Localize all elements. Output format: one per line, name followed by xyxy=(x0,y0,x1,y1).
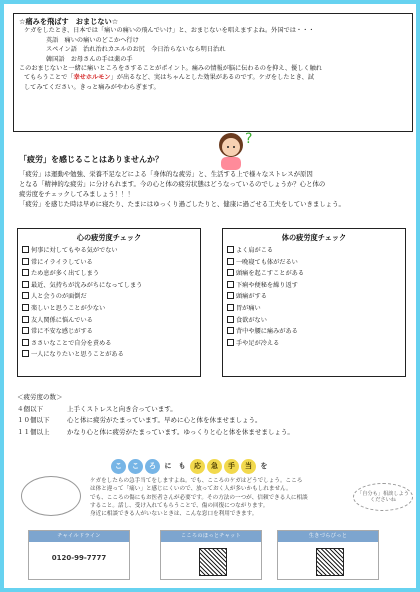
body-check-item[interactable]: 背中や腰に痛みがある xyxy=(227,326,401,338)
chat-panel xyxy=(160,530,262,580)
checkbox[interactable] xyxy=(227,316,234,323)
fatigue-description xyxy=(19,169,414,209)
checkbox[interactable] xyxy=(22,258,29,265)
bit-label: 生きづらびっと xyxy=(278,531,378,542)
checkbox[interactable] xyxy=(22,281,29,288)
fatigue-para-2: となる「精神的な疲労」に分けられます。今の心と体の疲労状態はどうなっているのでしょうか？心と体の xyxy=(19,180,326,188)
fatigue-title: 「疲労」を感じることはありませんか？ xyxy=(19,155,163,164)
checkbox[interactable] xyxy=(227,269,234,276)
body-check-item[interactable]: 手や足が冷える xyxy=(227,338,401,350)
degree-row: １０個以下 心と体に疲労がたまっています。早めに心と体を休ませましょう。 xyxy=(17,416,262,424)
body-check-item[interactable]: 胃が痛い xyxy=(227,303,401,315)
checkbox[interactable] xyxy=(227,246,234,253)
checkbox[interactable] xyxy=(22,269,29,276)
body-check-item[interactable]: 下痢や便秘を繰り返す xyxy=(227,280,401,292)
first-aid-banner: こ こ ろ に も 応 急 手 当 を xyxy=(111,459,270,477)
checkbox[interactable] xyxy=(22,316,29,323)
checkbox[interactable] xyxy=(22,350,29,357)
magic-explain-1: このおまじないと一緒に痛いところをさすることがポイント。痛みの情報が脳に伝わるのを抑え、優しく触れ xyxy=(19,65,322,73)
body-check-item[interactable]: よく肩がこる xyxy=(227,245,401,257)
body-check-item[interactable]: 一晩寝ても体がだるい xyxy=(227,257,401,269)
checkbox[interactable] xyxy=(227,327,234,334)
mind-check-item[interactable]: 何事に対してもやる気がでない xyxy=(22,245,196,257)
svg-text:?: ? xyxy=(245,131,253,147)
checkbox[interactable] xyxy=(22,327,29,334)
checkbox[interactable] xyxy=(22,246,29,253)
checkbox[interactable] xyxy=(227,339,234,346)
checkbox[interactable] xyxy=(22,304,29,311)
fatigue-para-3: 疲労度をチェックしてみましょう！！！ xyxy=(19,190,134,198)
mind-check-item[interactable]: 人と会うのが面倒だ xyxy=(22,291,196,303)
magic-explain-3: してみてください。きっと痛みがやわらぎます。 xyxy=(24,83,160,91)
checkbox[interactable] xyxy=(227,281,234,288)
mental-first-aid-section xyxy=(15,459,412,585)
checkbox[interactable] xyxy=(22,339,29,346)
magic-intro: ケガをしたとき、日本では「痛いの痛いの飛んでいけ」と、おまじないを唱えますよね。外国では・・・ xyxy=(24,27,315,35)
checkbox[interactable] xyxy=(22,292,29,299)
fatigue-degree-section xyxy=(17,392,411,438)
magic-line-korean: 韓国語 お母さんの手は薬の手 xyxy=(46,55,133,63)
talk-bubble: 「自分も」相談しよう くださいね xyxy=(353,483,413,511)
degree-title: ＜疲労度の数＞ xyxy=(17,393,63,401)
body-checklist xyxy=(222,228,406,377)
mind-check-item[interactable]: 最近、気持ちが沈みがちになってしまう xyxy=(22,280,196,292)
mind-check-item[interactable]: ため息が多く出てしまう xyxy=(22,268,196,280)
mind-checklist xyxy=(17,228,201,377)
degree-row: １１個以上 かなり心と体に疲労がたまっています。ゆっくりと心と体を休ませましょう。 xyxy=(17,427,294,436)
qr-code-icon[interactable] xyxy=(199,548,227,576)
mind-check-item[interactable]: 楽しいと思うことが少ない xyxy=(22,303,196,315)
mind-checklist-title: 心の疲労度チェック xyxy=(76,233,142,242)
magic-line-spanish: スペイン語 治れ治れカエルのお尻 今日治らないなら明日治れ xyxy=(46,46,226,54)
mind-check-item[interactable]: 友人関係に悩んでいる xyxy=(22,315,196,327)
fatigue-para-4: 「疲労」を感じた時は早めに寝たり、たまにはゆっくり過ごしたりと、健康に過ごせる工夫をしていきましょう。 xyxy=(19,200,345,208)
checkbox[interactable] xyxy=(227,304,234,311)
thinking-person-icon xyxy=(211,128,261,170)
qr-code-icon[interactable] xyxy=(316,548,344,576)
bit-panel xyxy=(277,530,379,580)
mind-check-item[interactable]: 常に不安な感じがする xyxy=(22,326,196,338)
mind-check-item[interactable]: 一人になりたいと思うことがある xyxy=(22,349,196,361)
child-illustration xyxy=(21,476,81,516)
body-check-item[interactable]: 食欲がない xyxy=(227,315,401,327)
fatigue-para-1: 「疲労」は運動や勉強、栄養不足などによる「身体的な疲労」と、生活する上で様々なストレスが原因 xyxy=(19,170,313,178)
mind-check-item[interactable]: ささいなことで自分を責める xyxy=(22,338,196,350)
mind-check-item[interactable]: 常にイライラしている xyxy=(22,257,196,269)
body-check-item[interactable]: 頭痛を起こすことがある xyxy=(227,268,401,280)
childline-label: チャイルドライン xyxy=(29,531,129,542)
magic-title: ☆痛みを飛ばす おまじない☆ xyxy=(19,17,119,26)
magic-line-english: 英語 痛いの痛いのどこかへ行け xyxy=(46,36,139,44)
chat-label: こころのほっとチャット xyxy=(161,531,261,542)
magic-explain-2: てもらうことで「幸せホルモン」が出るなど、実はちゃんとした効果があるのです。ケガをしたとき、試 xyxy=(24,74,314,82)
checkbox[interactable] xyxy=(227,258,234,265)
childline-panel xyxy=(28,530,130,580)
body-checklist-title: 体の疲労度チェック xyxy=(281,233,347,242)
magic-words-box xyxy=(13,13,413,132)
degree-row: ４個以下 上手くストレスと向き合っています。 xyxy=(17,404,177,413)
checkbox[interactable] xyxy=(227,292,234,299)
body-check-item[interactable]: 頭痛がする xyxy=(227,291,401,303)
childline-phone[interactable]: 0120-99-7777 xyxy=(51,554,107,562)
first-aid-text: ケガをしたらの急手当てをしますよね。でも、こころのケガはどうでしょう。こころ は体と違って「痛い」と感じにくいので、放っておく人が多いかもしれません。 でも、こころの傷にもお医者さんが必要です。その方法の一つが、信頼できる人に相談 すること。話し、受け入れてもらうことで、傷の回復につながります。 身近に相談できる人がいないときは、こんな窓口を利用できます。 xyxy=(90,478,308,518)
